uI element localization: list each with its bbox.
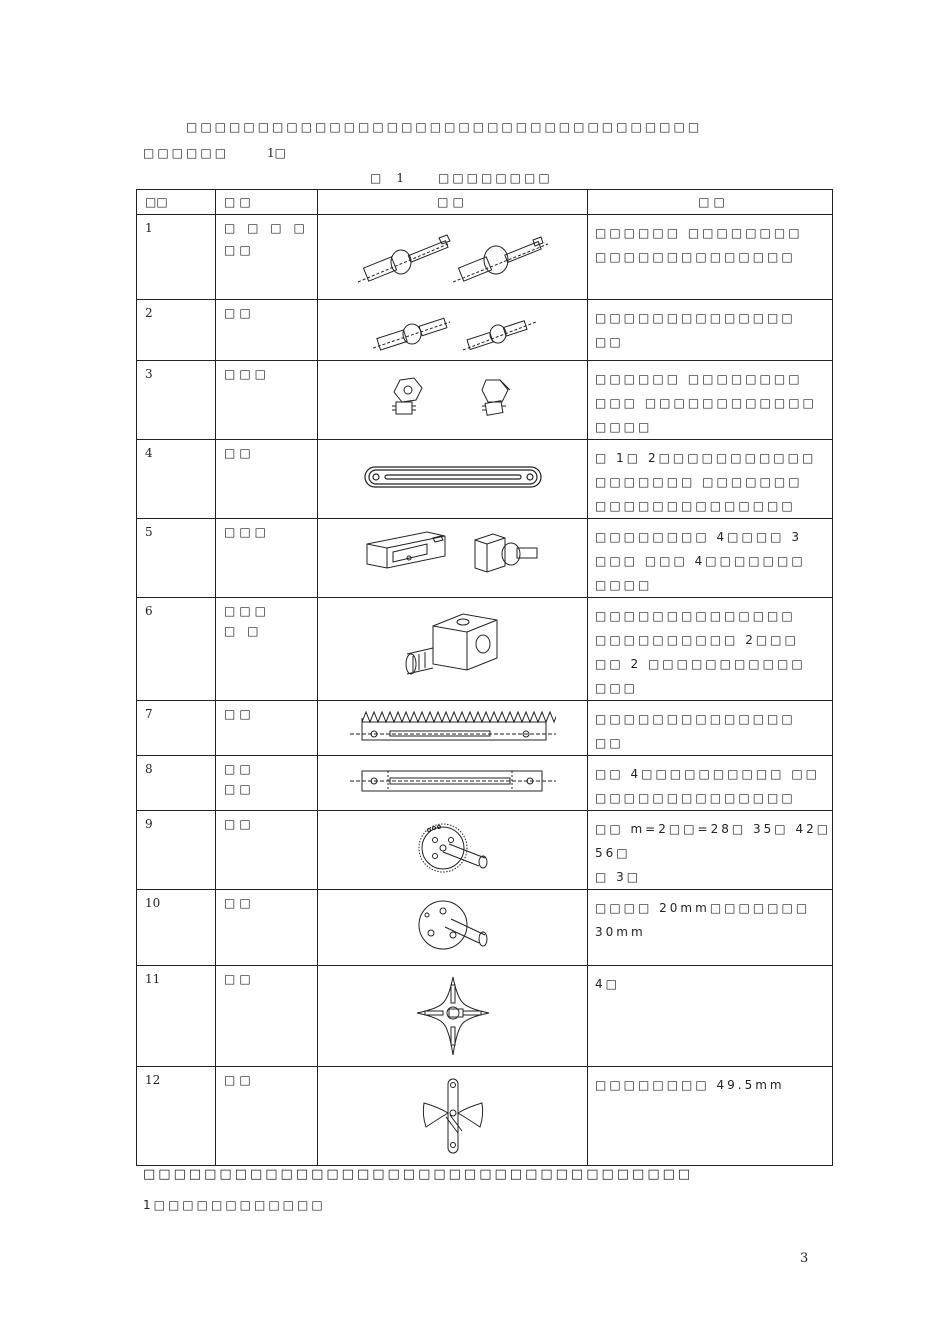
row-name: □□ <box>216 300 318 361</box>
row-description: □□□□□□ □□□□□□□□ □□□□□□□□□□□□□□ <box>588 215 833 300</box>
row-description: □□□□ 20mm□□□□□□□ 30mm <box>588 890 833 966</box>
row-name: □□ □□ <box>216 756 318 811</box>
row-figure <box>318 215 588 300</box>
caption-title: □□□□□□□□ <box>437 171 553 185</box>
caption-prefix: □ <box>370 171 385 185</box>
row-number: 2 <box>137 300 216 361</box>
row-description: □□□□□□□□□□□□□□ □□□□□□□□□□ 2□□□ □□ 2 □□□□□□□□□□□ □□□ <box>588 598 833 701</box>
intro-paragraph-line-1: □□□□□□□□□□□□□□□□□□□□□□□□□□□□□□□□□□□□ <box>186 120 703 134</box>
caption-number: 1 <box>396 171 404 185</box>
row-description: □ 1□ 2□□□□□□□□□□□ □□□□□□□ □□□□□□□ □□□□□□□□□□□□□□ <box>588 440 833 519</box>
table-caption <box>370 171 553 185</box>
numbered-item: 1□□□□□□□□□□□□ <box>143 1198 326 1212</box>
row-description: □□□□□□ □□□□□□□□ □□□ □□□□□□□□□□□□ □□□□ <box>588 361 833 440</box>
table-row <box>137 1067 833 1166</box>
table-row <box>137 701 833 756</box>
table-row <box>137 440 833 519</box>
parts-table <box>136 189 833 1166</box>
row-number: 3 <box>137 361 216 440</box>
row-name: □ □ □ □ □□ <box>216 215 318 300</box>
table-row <box>137 519 833 598</box>
row-description: □□□□□□□□□□□□□□ □□ <box>588 300 833 361</box>
row-description: □□ 4□□□□□□□□□□ □□ □□□□□□□□□□□□□□ <box>588 756 833 811</box>
cam-disc-illustration <box>413 895 493 961</box>
row-figure <box>318 890 588 966</box>
row-description: □□□□□□□□□□□□□□ □□ <box>588 701 833 756</box>
hex-bolt-illustration <box>378 374 528 424</box>
row-number: 4 <box>137 440 216 519</box>
header-figure: □□ <box>318 190 588 215</box>
row-name: □□□ □ □ <box>216 598 318 701</box>
crank-arm-illustration <box>418 1073 488 1159</box>
slotted-bar-illustration <box>363 462 543 492</box>
row-number: 6 <box>137 598 216 701</box>
cube-joint-illustration <box>403 608 503 688</box>
page-number: 3 <box>800 1251 809 1266</box>
row-figure <box>318 1067 588 1166</box>
row-name: □□ <box>216 440 318 519</box>
table-row <box>137 300 833 361</box>
row-number: 9 <box>137 811 216 890</box>
row-figure <box>318 811 588 890</box>
row-number: 1 <box>137 215 216 300</box>
row-figure <box>318 361 588 440</box>
row-description: 4□ <box>588 966 833 1067</box>
table-row <box>137 890 833 966</box>
table-reference: 1□ <box>267 146 287 160</box>
row-name: □□ <box>216 811 318 890</box>
row-figure <box>318 701 588 756</box>
row-number: 12 <box>137 1067 216 1166</box>
intro-paragraph-line-2 <box>143 146 286 160</box>
section-paragraph: □□□□□□□□□□□□□□□□□□□□□□□□□□□□□□□□□□□□ <box>143 1167 694 1182</box>
table-row <box>137 811 833 890</box>
row-number: 11 <box>137 966 216 1067</box>
row-number: 5 <box>137 519 216 598</box>
gear-rack-illustration <box>350 708 556 744</box>
row-name: □□ <box>216 890 318 966</box>
intro-paragraph-text: □□□□□□ <box>143 146 230 160</box>
table-row <box>137 361 833 440</box>
row-number: 7 <box>137 701 216 756</box>
row-figure <box>318 440 588 519</box>
row-figure <box>318 300 588 361</box>
shaft-illustration <box>368 306 538 354</box>
header-name: □□ <box>216 190 318 215</box>
row-figure <box>318 519 588 598</box>
geneva-wheel-illustration <box>413 973 493 1059</box>
row-number: 10 <box>137 890 216 966</box>
header-no: □□ <box>137 190 216 215</box>
cranked-shaft-illustration <box>353 222 553 292</box>
row-number: 8 <box>137 756 216 811</box>
table-row <box>137 598 833 701</box>
slider-block-illustration <box>363 526 543 588</box>
row-figure <box>318 966 588 1067</box>
table-row <box>137 966 833 1067</box>
table-header-row <box>137 190 833 215</box>
row-description: □□□□□□□□ 49.5mm <box>588 1067 833 1166</box>
table-row <box>137 215 833 300</box>
header-description: □□ <box>588 190 833 215</box>
table-row <box>137 756 833 811</box>
gear-illustration <box>413 816 493 880</box>
row-name: □□ <box>216 966 318 1067</box>
row-name: □□ <box>216 1067 318 1166</box>
row-name: □□□ <box>216 519 318 598</box>
row-name: □□□ <box>216 361 318 440</box>
row-description: □□□□□□□□ 4□□□□ 3 □□□ □□□ 4□□□□□□□ □□□□ <box>588 519 833 598</box>
row-description: □□ m=2□□=28□ 35□ 42□ 56□ □ 3□ <box>588 811 833 890</box>
row-figure <box>318 756 588 811</box>
connecting-bar-illustration <box>350 767 556 795</box>
row-figure <box>318 598 588 701</box>
row-name: □□ <box>216 701 318 756</box>
